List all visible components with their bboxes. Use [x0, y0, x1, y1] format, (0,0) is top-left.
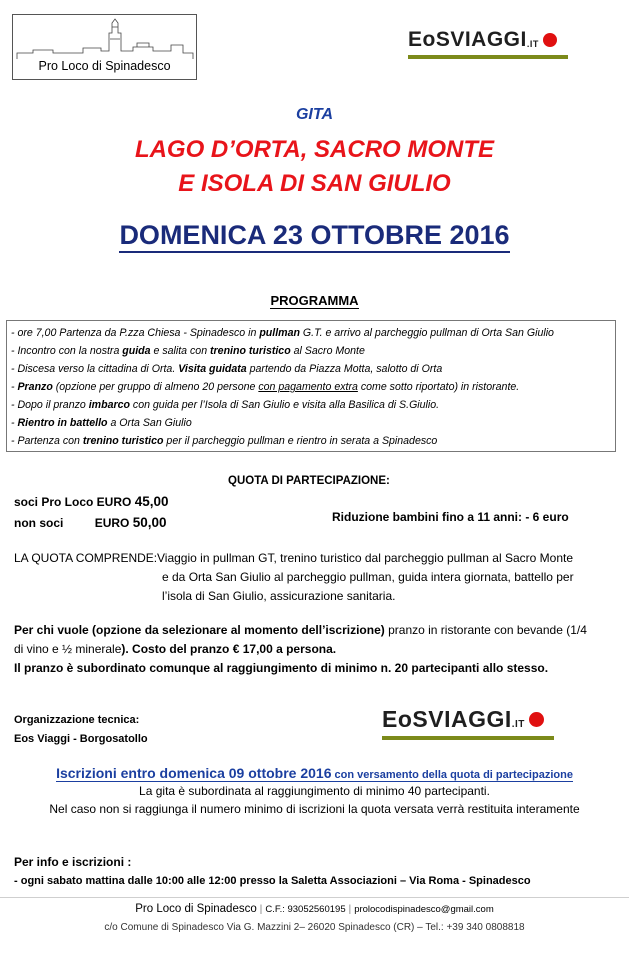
programme-item: [11, 342, 611, 360]
title-line2: E ISOLA DI SAN GIULIO: [178, 170, 451, 197]
optional-line1-rest: pranzo in ristorante con bevande (1/4: [384, 623, 587, 637]
title-line1: LAGO D’ORTA, SACRO MONTE: [134, 136, 495, 163]
item-text: al Sacro Monte: [290, 345, 365, 357]
item-text: -: [11, 417, 18, 429]
footer-line1: [0, 903, 629, 915]
organizzazione-value: Eos Viaggi - Borgosatollo: [14, 733, 148, 745]
programme-item: [11, 360, 611, 378]
item-text: per il parcheggio pullman e rientro in serata a Spinadesco: [163, 435, 438, 447]
footer-address: c/o Comune di Spinadesco Via G. Mazzini 2– 26020 Spinadesco (CR) – Tel.: +39 340 0808818: [104, 922, 525, 933]
item-text: - Discesa verso la cittadina di Orta.: [11, 363, 179, 375]
item-bold: Pranzo: [17, 381, 53, 393]
price-soci: [14, 494, 169, 509]
item-bold: Visita guidata: [178, 363, 247, 375]
organizzazione: [14, 711, 148, 749]
footer-divider: [0, 897, 629, 898]
item-text: (opzione per gruppo di almeno 20 persone: [52, 381, 259, 393]
programme-item: [11, 396, 611, 414]
item-bold: trenino turistico: [82, 435, 164, 447]
item-text: - Incontro con la nostra: [11, 345, 123, 357]
price-soci-value: 45,00: [134, 494, 169, 509]
comprende-line2: e da Orta San Giulio al parcheggio pullman, guida intera giornata, battello per: [162, 570, 574, 584]
item-text: e salita con: [150, 345, 211, 357]
info-label: Per info e iscrizioni :: [14, 855, 132, 869]
eos-logo-suffix: .IT: [526, 39, 539, 49]
programme-item: [11, 324, 611, 342]
optional-line3: Il pranzo è subordinato comunque al raggiungimento di minimo n. 20 partecipanti allo stesso.: [14, 661, 549, 675]
iscrizioni-deadline: Iscrizioni entro domenica 09 ottobre 2016: [56, 765, 332, 781]
optional-line2-bold: ). Costo del pranzo € 17,00 a persona.: [121, 642, 337, 656]
organizzazione-label: Organizzazione tecnica:: [14, 714, 140, 726]
comprende-line1: Viaggio in pullman GT, trenino turistico dal parcheggio pullman al Sacro Monte: [157, 551, 574, 565]
price-soci-label: soci Pro Loco EURO: [14, 495, 132, 509]
footer-separator: |: [259, 903, 263, 915]
event-date-text: DOMENICA 23 OTTOBRE 2016: [119, 220, 509, 253]
optional-line2-rest: di vino e ½ minerale: [14, 642, 122, 656]
programme-item: [11, 414, 611, 432]
item-bold: guida: [122, 345, 151, 357]
eos-logo-dot: [529, 712, 544, 727]
item-text: - Dopo il pranzo: [11, 399, 89, 411]
programma-heading: [0, 293, 629, 308]
comprende-label: LA QUOTA COMPRENDE:: [14, 551, 158, 565]
eos-logo-text: EoSVIAGGI: [382, 706, 512, 732]
item-bold: imbarco: [88, 399, 130, 411]
eos-logo-bar: [382, 736, 554, 740]
price-nonsoci-label: non soci: [14, 516, 64, 530]
item-text: - ore 7,00 Partenza da P.zza Chiesa - Spinadesco in: [11, 327, 260, 339]
eos-logo-dot: [543, 33, 557, 47]
item-text: partendo da Piazza Motta, salotto di Orta: [246, 363, 443, 375]
programma-heading-text: PROGRAMMA: [270, 293, 359, 308]
optional-line1: [14, 621, 587, 640]
eos-logo-text: EoSVIAGGI: [408, 28, 527, 51]
skyline-icon: [13, 15, 196, 59]
iscrizioni-line: [0, 765, 629, 781]
eos-logo-top: [408, 28, 598, 64]
footer-separator: |: [348, 903, 352, 915]
proloco-name: Pro Loco di Spinadesco: [38, 59, 171, 73]
item-bold: Rientro in battello: [17, 417, 108, 429]
riduzione-bambini: Riduzione bambini fino a 11 anni: - 6 euro: [332, 510, 569, 524]
minimo-line1: La gita è subordinata al raggiungimento di minimo 40 partecipanti.: [139, 784, 490, 798]
item-text: -: [11, 381, 18, 393]
item-bold: trenino turistico: [210, 345, 291, 357]
eos-logo-middle: [382, 706, 582, 746]
programme-box: [6, 320, 616, 452]
programme-item: [11, 432, 611, 450]
item-text: a Orta San Giulio: [107, 417, 192, 429]
item-text: - Partenza con: [11, 435, 83, 447]
price-nonsoci-currency: EURO: [94, 516, 130, 530]
price-nonsoci: [14, 515, 167, 530]
item-text: come sotto riportato) in ristorante.: [357, 381, 520, 393]
optional-line2: [14, 640, 336, 659]
footer-name: Pro Loco di Spinadesco: [135, 903, 257, 915]
programme-item: [11, 378, 611, 396]
quota-heading: QUOTA DI PARTECIPAZIONE:: [228, 475, 390, 487]
event-date: [0, 220, 629, 251]
minimo-line2: Nel caso non si raggiunga il numero minimo di iscrizioni la quota versata verrà restituita interamente: [49, 802, 580, 816]
iscrizioni-note: con versamento della quota di partecipazione: [331, 769, 573, 781]
item-text: G.T. e arrivo al parcheggio pullman di Orta San Giulio: [299, 327, 554, 339]
comprende-line3: l’isola di San Giulio, assicurazione sanitaria.: [162, 589, 396, 603]
proloco-logo: [12, 14, 197, 80]
item-underline: con pagamento extra: [258, 381, 358, 393]
optional-line1-bold: Per chi vuole (opzione da selezionare al momento dell’iscrizione): [14, 623, 385, 637]
item-bold: pullman: [259, 327, 300, 339]
item-text: con guida per l’Isola di San Giulio e visita alla Basilica di S.Giulio.: [129, 399, 440, 411]
eos-logo-suffix: .IT: [511, 719, 525, 730]
info-line: - ogni sabato mattina dalle 10:00 alle 12:00 presso la Saletta Associazioni – Via Roma - Spinadesco: [14, 875, 531, 887]
gita-label: GITA: [295, 106, 334, 123]
eos-logo-bar: [408, 55, 568, 59]
footer-email[interactable]: prolocodispinadesco@gmail.com: [354, 904, 494, 915]
price-nonsoci-value: 50,00: [132, 515, 167, 530]
footer-cf: C.F.: 93052560195: [265, 904, 346, 915]
